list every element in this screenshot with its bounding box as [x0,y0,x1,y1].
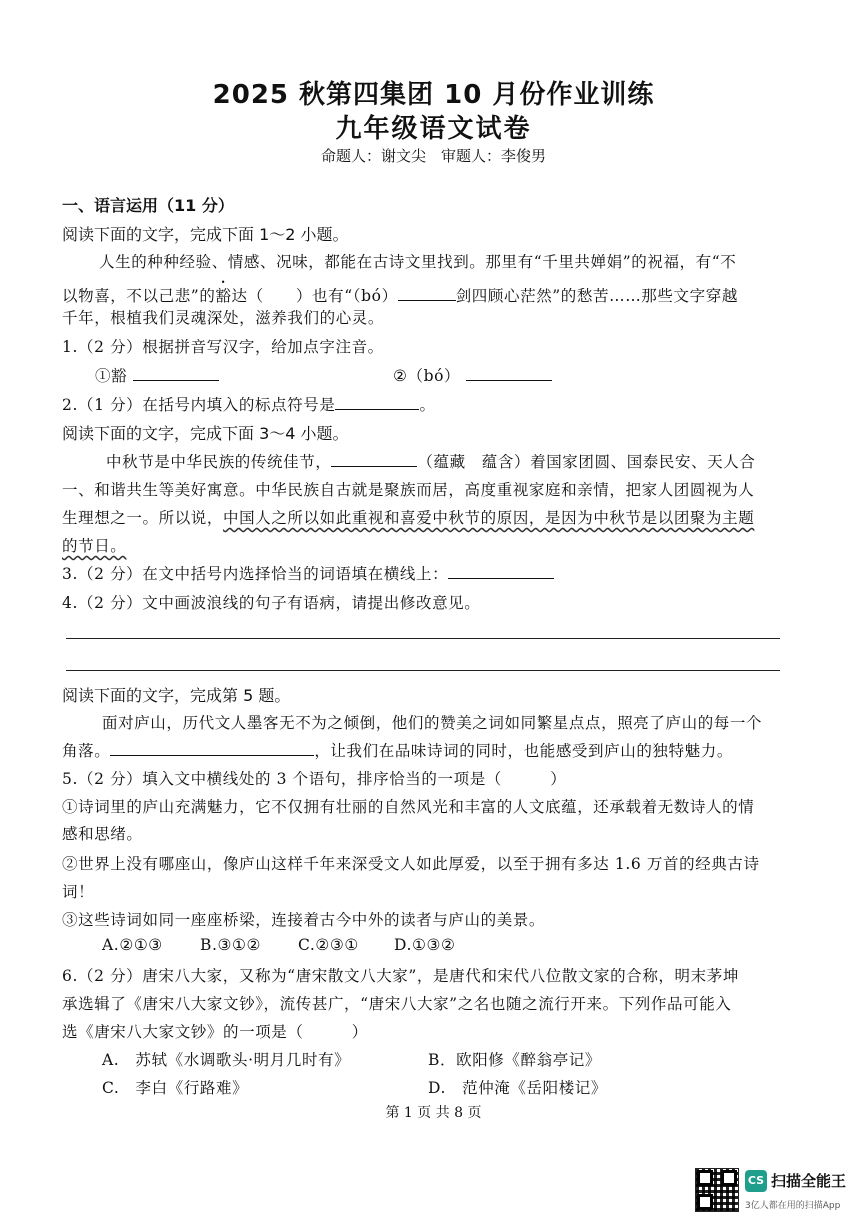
question-6-line3: 选《唐宋八大家文钞》的一项是（ ） [62,1023,368,1041]
watermark-sub: 3亿人都在用的扫描App [745,1201,841,1211]
q6-option-c[interactable]: C. 李白《行路难》 [102,1079,249,1097]
qr-code-icon [695,1168,739,1212]
dotted-char: 豁 [215,287,232,305]
passage1-line3: 千年，根植我们灵魂深处，滋养我们的心灵。 [62,309,385,327]
watermark-brand: 扫描全能王 [771,1172,847,1190]
passage3-line1: 面对庐山，历代文人墨客无不为之倾倒，他们的赞美之词如同繁星点点，照亮了庐山的每一个 [102,714,763,732]
camscanner-logo-icon: CS [745,1170,767,1192]
q1-answer-a[interactable] [133,366,219,381]
passage3-line2: 角落。 ，让我们在品味诗词的同时，也能感受到庐山的独特魅力。 [62,742,733,760]
wavy-sentence-end: 的节日。 [62,537,127,555]
q3-answer[interactable] [448,564,554,579]
q5-option-a[interactable]: A.②①③ [102,936,163,954]
instruction-3: 阅读下面的文字，完成第 5 题。 [62,686,291,705]
passage2-line4 [62,534,126,556]
question-4: 4.（2 分）文中画波浪线的句子有语病，请提出修改意见。 [62,594,481,612]
blank-bo[interactable] [398,286,456,301]
q1-part-a: ①豁 [95,364,219,386]
passage1-line1: 人生的种种经验、情感、况味，都能在古诗文里找到。那里有“千里共婵娟”的祝福，有“不 [99,253,737,271]
sentence-2-line2: 词！ [62,883,95,901]
passage2-line3: 生理想之一。所以说，中国人之所以如此重视和喜爱中秋节的原因，是因为中秋节是以团聚为主题 [62,509,755,527]
passage2-line1: 中秋节是中华民族的传统佳节， （蕴藏 蕴含）着国家团圆、国泰民安、天人合 [106,453,756,471]
question-6-line1: 6.（2 分）唐宋八大家，又称为“唐宋散文八大家”，是唐代和宋代八位散文家的合称，明末茅坤 [62,967,739,985]
question-1: 1.（2 分）根据拼音写汉字，给加点字注音。 [62,338,384,356]
q5-inline-blank[interactable] [110,741,314,756]
q3-inline-blank[interactable] [331,452,417,467]
question-3: 3.（2 分）在文中括号内选择恰当的词语填在横线上： [62,562,554,584]
q1-part-b: ②（bó） [393,364,552,386]
sentence-1-line1: ①诗词里的庐山充满魅力，它不仅拥有壮丽的自然风光和丰富的人文底蕴，还承载着无数诗人的情 [62,798,755,816]
page-number: 第 1 页 共 8 页 [385,1105,482,1121]
q1-answer-b[interactable] [466,366,552,381]
sentence-1-line2: 感和思绪。 [62,825,143,843]
wavy-sentence: 中国人之所以如此重视和喜爱中秋节的原因，是因为中秋节是以团聚为主题 [223,509,755,527]
question-2: 2.（1 分）在括号内填入的标点符号是 。 [62,396,436,414]
section-heading: 一、语言运用（11 分） [62,196,234,215]
answer-line-2[interactable] [66,670,780,671]
q6-option-b[interactable]: B．欧阳修《醉翁亭记》 [428,1051,601,1069]
exam-title: 2025 秋第四集团 10 月份作业训练 [212,80,655,110]
passage1-line2: 以物喜，不以己悲”的豁达（ ）也有“（bó） 剑四顾心茫然”的愁苦……那些文字穿越 [62,287,738,305]
answer-line-1[interactable] [66,638,780,639]
exam-authors: 命题人：谢文尖 审题人：李俊男 [320,147,546,165]
q6-option-a[interactable]: A. 苏轼《水调歌头·明月几时有》 [102,1051,351,1069]
sentence-3: ③这些诗词如同一座座桥梁，连接着古今中外的读者与庐山的美景。 [62,911,546,929]
q2-answer[interactable] [335,395,419,410]
q5-option-d[interactable]: D.①③② [394,936,456,954]
q5-option-b[interactable]: B.③①② [200,936,262,954]
exam-subtitle: 九年级语文试卷 [335,114,532,144]
q6-option-d[interactable]: D. 范仲淹《岳阳楼记》 [428,1079,608,1097]
q5-option-c[interactable]: C.②③① [298,936,359,954]
instruction-1: 阅读下面的文字，完成下面 1～2 小题。 [62,225,349,244]
question-6-line2: 承选辑了《唐宋八大家文钞》，流传甚广，“唐宋八大家”之名也随之流行开来。下列作品可能入 [62,995,732,1013]
sentence-2-line1: ②世界上没有哪座山，像庐山这样千年来深受文人如此厚爱，以至于拥有多达 1.6 万首的经典古诗 [62,855,760,873]
instruction-2: 阅读下面的文字，完成下面 3～4 小题。 [62,424,349,443]
question-5: 5.（2 分）填入文中横线处的 3 个语句，排序恰当的一项是（ ） [62,770,567,788]
passage2-line2: 一、和谐共生等美好寓意。中华民族自古就是聚族而居，高度重视家庭和亲情，把家人团圆视为人 [62,481,755,499]
